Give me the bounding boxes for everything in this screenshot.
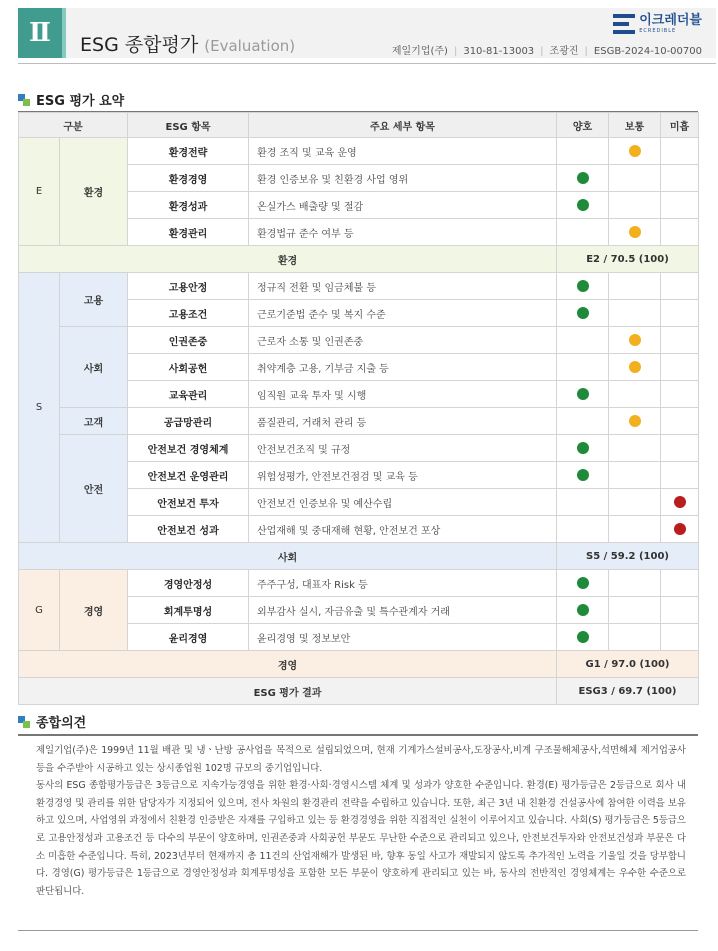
esg-summary-table xyxy=(18,112,699,705)
esg-detail: 안전보건 인증보유 및 예산수립 xyxy=(249,489,557,516)
table-header-row xyxy=(19,113,699,138)
rating-cell-good xyxy=(557,165,609,192)
subtotal-value-e: E2 / 70.5 (100) xyxy=(557,246,699,273)
document-id: ESGB-2024-10-00700 xyxy=(593,46,702,57)
rating-cell-normal xyxy=(609,462,661,489)
rating-cell-normal xyxy=(609,192,661,219)
category-name-g: 경영 xyxy=(60,570,128,651)
esg-item: 환경경영 xyxy=(128,165,249,192)
rating-normal-dot-icon xyxy=(629,145,641,157)
table-row xyxy=(19,327,699,354)
rating-cell-normal xyxy=(609,435,661,462)
rating-poor-dot-icon xyxy=(674,523,686,535)
rating-cell-poor xyxy=(661,327,699,354)
rating-cell-poor xyxy=(661,300,699,327)
total-label: ESG 평가 결과 xyxy=(19,678,557,705)
subtotal-value-g: G1 / 97.0 (100) xyxy=(557,651,699,678)
logo-subtext: ECREDIBLE xyxy=(639,28,677,34)
rating-good-dot-icon xyxy=(577,280,589,292)
subtotal-label-g: 경영 xyxy=(19,651,557,678)
esg-detail: 환경 인증보유 및 친환경 사업 영위 xyxy=(249,165,557,192)
rating-cell-poor xyxy=(661,273,699,300)
page-header xyxy=(18,8,716,64)
rating-cell-normal xyxy=(609,300,661,327)
esg-item: 고용조건 xyxy=(128,300,249,327)
rating-cell-poor xyxy=(661,624,699,651)
opinion-paragraph: 동사의 ESG 종합평가등급은 3등급으로 지속가능경영을 위한 환경·사회·경영시스템 체계 및 성과가 양호한 수준입니다. 환경(E) 평가등급은 2등급으로 회사 내 환경경영 및 관리를 위한 담당자가 지정되어 있으며, 전사 차원의 환경관리 전략을 수립하고 있습니다. 또한, 최근 3년 내 친환경 건설공사에 참여한 이력을 보유하고 있으며, 사업영위 과정에서 친환경 인증받은 자재를 구입하고 있는 등 환경경영을 위한 직접적인 실천이 이루어지고 있습니다. 사회(S) 평가등급은 5등급으로 고용안정성과 고용조건 등 다수의 부문이 양호하며, 인권존중과 사회공헌 부문도 무난한 수준으로 관리되고 있으나, 안전보건투자와 안전보건성과 부문은 다소 미흡한 수준입니다. 특히, 2023년부터 현재까지 총 11건의 산업재해가 발생된 바, 향후 동일 사고가 재발되지 않도록 추가적인 노력을 기울일 것을 당부합니다. 경영(G) 평가등급은 1등급으로 경영안정성과 회계투명성을 포함한 모든 부문이 양호하게 관리되고 있는 바, 동사의 전반적인 경영체계는 우수한 수준으로 판단됩니다. xyxy=(36,780,686,897)
esg-item: 교육관리 xyxy=(128,381,249,408)
rating-good-dot-icon xyxy=(577,577,589,589)
table-row xyxy=(19,138,699,165)
subtotal-row-g xyxy=(19,651,699,678)
registration-number: 310-81-13003 xyxy=(463,46,535,57)
rating-cell-poor xyxy=(661,435,699,462)
opinion-section-title xyxy=(18,712,86,731)
rating-good-dot-icon xyxy=(577,388,589,400)
opinion-top-rule xyxy=(18,734,698,736)
esg-detail: 환경법규 준수 여부 등 xyxy=(249,219,557,246)
rating-cell-normal xyxy=(609,408,661,435)
esg-item: 공급망관리 xyxy=(128,408,249,435)
subcategory-safety: 안전 xyxy=(60,435,128,543)
esg-item: 안전보건 운영관리 xyxy=(128,462,249,489)
rating-cell-normal xyxy=(609,327,661,354)
rating-good-dot-icon xyxy=(577,469,589,481)
logo-text: 이크레더블 xyxy=(639,13,702,28)
rating-cell-good xyxy=(557,570,609,597)
esg-detail: 위험성평가, 안전보건점검 및 교육 등 xyxy=(249,462,557,489)
rating-cell-normal xyxy=(609,516,661,543)
esg-item: 회계투명성 xyxy=(128,597,249,624)
rating-cell-good xyxy=(557,354,609,381)
category-code-e: E xyxy=(19,138,60,246)
esg-item: 환경관리 xyxy=(128,219,249,246)
rating-cell-good xyxy=(557,489,609,516)
opinion-body xyxy=(36,742,686,900)
rating-good-dot-icon xyxy=(577,172,589,184)
rating-cell-normal xyxy=(609,489,661,516)
document-meta: 제일기업(주) | 310-81-13003 | 조광진 | ESGB-2024-10-00700 xyxy=(391,46,702,57)
category-code-s: S xyxy=(19,273,60,543)
company-name: 제일기업(주) xyxy=(391,46,448,57)
opinion-bottom-rule xyxy=(18,930,698,931)
rating-cell-poor xyxy=(661,570,699,597)
subtotal-row-s xyxy=(19,543,699,570)
esg-detail: 정규직 전환 및 임금체불 등 xyxy=(249,273,557,300)
page-title-main: ESG 종합평가 xyxy=(80,34,199,56)
esg-item: 윤리경영 xyxy=(128,624,249,651)
esg-item: 경영안정성 xyxy=(128,570,249,597)
rating-cell-good xyxy=(557,192,609,219)
rating-cell-good xyxy=(557,300,609,327)
page-title xyxy=(80,30,295,57)
subtotal-label-s: 사회 xyxy=(19,543,557,570)
rating-normal-dot-icon xyxy=(629,361,641,373)
rating-good-dot-icon xyxy=(577,199,589,211)
esg-detail: 온실가스 배출량 및 절감 xyxy=(249,192,557,219)
rating-cell-normal xyxy=(609,138,661,165)
rating-cell-good xyxy=(557,273,609,300)
rating-cell-poor xyxy=(661,408,699,435)
header-divider xyxy=(18,63,716,64)
esg-detail: 품질관리, 거래처 관리 등 xyxy=(249,408,557,435)
table-row xyxy=(19,408,699,435)
esg-item: 안전보건 투자 xyxy=(128,489,249,516)
table-row xyxy=(19,570,699,597)
subcategory-employment: 고용 xyxy=(60,273,128,327)
ceo-name: 조광진 xyxy=(549,46,579,57)
rating-cell-normal xyxy=(609,354,661,381)
section-square-icon xyxy=(18,94,30,106)
section-square-icon xyxy=(18,716,30,728)
rating-cell-good xyxy=(557,462,609,489)
brand-logo xyxy=(613,14,702,34)
col-header-detail: 주요 세부 항목 xyxy=(249,113,557,138)
esg-detail: 취약계층 고용, 기부금 지출 등 xyxy=(249,354,557,381)
rating-cell-good xyxy=(557,408,609,435)
rating-cell-normal xyxy=(609,219,661,246)
rating-poor-dot-icon xyxy=(674,496,686,508)
table-row xyxy=(19,435,699,462)
table-row xyxy=(19,273,699,300)
col-header-category: 구분 xyxy=(19,113,128,138)
subtotal-row-e xyxy=(19,246,699,273)
rating-cell-good xyxy=(557,597,609,624)
rating-cell-good xyxy=(557,381,609,408)
rating-good-dot-icon xyxy=(577,307,589,319)
opinion-paragraph: 제일기업(주)은 1999년 11월 배관 및 냉ㆍ난방 공사업을 목적으로 설립되었으며, 현재 기계가스설비공사,도장공사,비계 구조물해체공사,석면해체 제거업공사 등을 수주받아 시공하고 있는 상시종업원 102명 규모의 중기업입니다. xyxy=(36,745,686,774)
rating-normal-dot-icon xyxy=(629,226,641,238)
rating-cell-normal xyxy=(609,597,661,624)
rating-cell-poor xyxy=(661,192,699,219)
rating-cell-poor xyxy=(661,381,699,408)
rating-cell-good xyxy=(557,624,609,651)
rating-good-dot-icon xyxy=(577,631,589,643)
rating-cell-good xyxy=(557,327,609,354)
esg-detail: 근로자 소통 및 인권존중 xyxy=(249,327,557,354)
esg-item: 사회공헌 xyxy=(128,354,249,381)
subtotal-label-e: 환경 xyxy=(19,246,557,273)
rating-good-dot-icon xyxy=(577,442,589,454)
col-header-item: ESG 항목 xyxy=(128,113,249,138)
esg-item: 환경전략 xyxy=(128,138,249,165)
col-header-good: 양호 xyxy=(557,113,609,138)
rating-good-dot-icon xyxy=(577,604,589,616)
rating-cell-good xyxy=(557,435,609,462)
esg-detail: 근로기준법 준수 및 복지 수준 xyxy=(249,300,557,327)
subcategory-society: 사회 xyxy=(60,327,128,408)
opinion-section-label: 종합의견 xyxy=(36,716,87,731)
rating-cell-normal xyxy=(609,624,661,651)
esg-detail: 윤리경영 및 정보보안 xyxy=(249,624,557,651)
section-number-accent xyxy=(62,8,66,58)
esg-detail: 외부감사 실시, 자금유출 및 특수관계자 거래 xyxy=(249,597,557,624)
total-value: ESG3 / 69.7 (100) xyxy=(557,678,699,705)
total-row xyxy=(19,678,699,705)
col-header-poor: 미흡 xyxy=(661,113,699,138)
col-header-normal: 보통 xyxy=(609,113,661,138)
rating-cell-poor xyxy=(661,597,699,624)
rating-cell-good xyxy=(557,138,609,165)
rating-normal-dot-icon xyxy=(629,334,641,346)
esg-item: 인권존중 xyxy=(128,327,249,354)
rating-cell-good xyxy=(557,219,609,246)
rating-cell-normal xyxy=(609,273,661,300)
rating-cell-good xyxy=(557,516,609,543)
esg-item: 안전보건 경영체계 xyxy=(128,435,249,462)
esg-item: 고용안정 xyxy=(128,273,249,300)
rating-cell-poor xyxy=(661,354,699,381)
section-number: Ⅱ xyxy=(18,8,62,58)
esg-detail: 임직원 교육 투자 및 시행 xyxy=(249,381,557,408)
rating-cell-normal xyxy=(609,165,661,192)
esg-detail: 주주구성, 대표자 Risk 등 xyxy=(249,570,557,597)
rating-normal-dot-icon xyxy=(629,415,641,427)
esg-item: 안전보건 성과 xyxy=(128,516,249,543)
rating-cell-poor xyxy=(661,138,699,165)
rating-cell-poor xyxy=(661,462,699,489)
category-code-g: G xyxy=(19,570,60,651)
rating-cell-poor xyxy=(661,516,699,543)
rating-cell-poor xyxy=(661,219,699,246)
rating-cell-normal xyxy=(609,570,661,597)
esg-item: 환경성과 xyxy=(128,192,249,219)
rating-cell-poor xyxy=(661,489,699,516)
subcategory-customer: 고객 xyxy=(60,408,128,435)
category-name-e: 환경 xyxy=(60,138,128,246)
summary-section-label: ESG 평가 요약 xyxy=(36,94,125,109)
summary-section-title xyxy=(18,90,124,109)
rating-cell-poor xyxy=(661,165,699,192)
rating-cell-normal xyxy=(609,381,661,408)
page-title-sub: (Evaluation) xyxy=(204,37,296,55)
esg-detail: 안전보건조직 및 규정 xyxy=(249,435,557,462)
logo-mark-icon xyxy=(613,14,635,34)
esg-detail: 산업재해 및 중대재해 현황, 안전보건 포상 xyxy=(249,516,557,543)
subtotal-value-s: S5 / 59.2 (100) xyxy=(557,543,699,570)
esg-detail: 환경 조직 및 교육 운영 xyxy=(249,138,557,165)
